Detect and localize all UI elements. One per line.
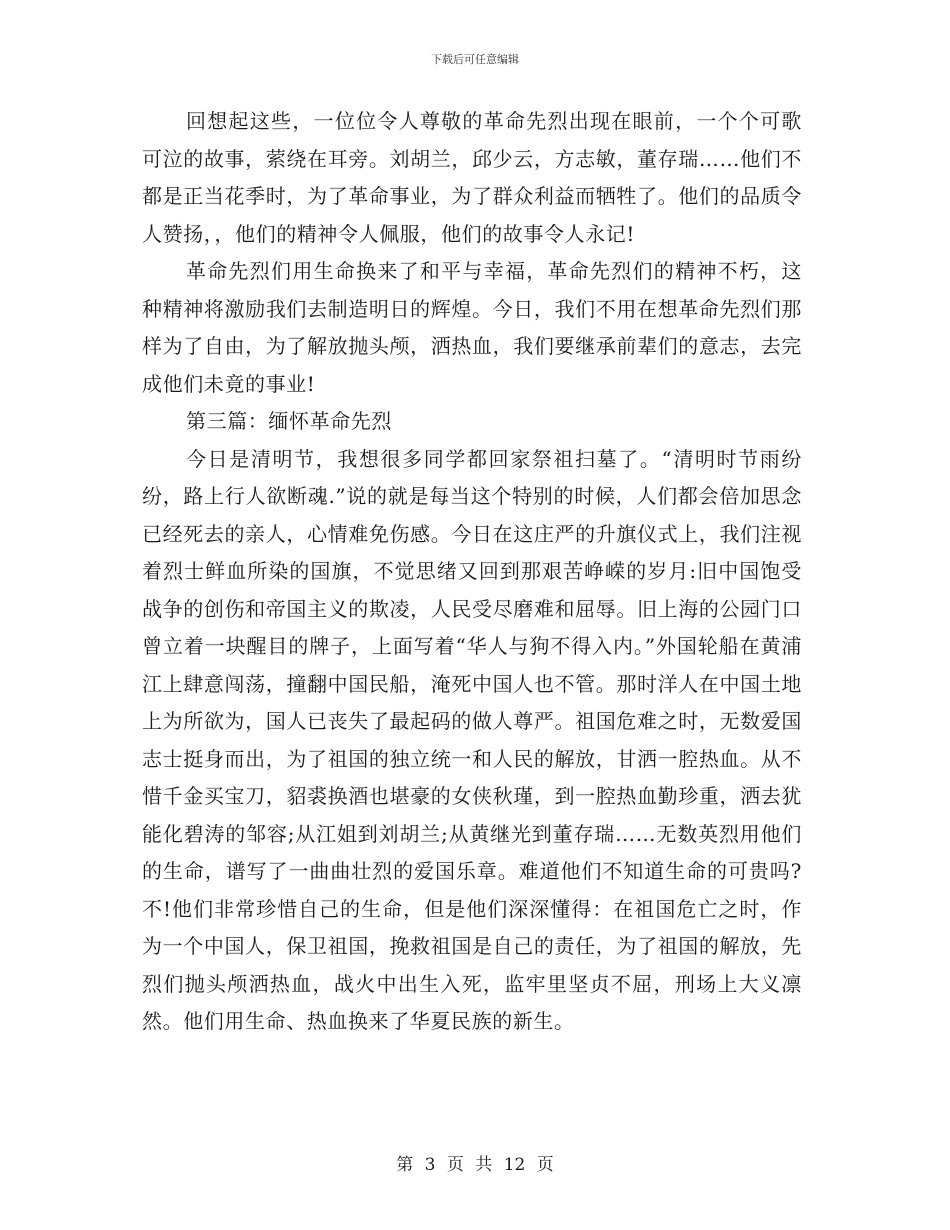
section-heading: 第三篇：缅怀革命先烈	[186, 409, 392, 433]
document-body	[142, 103, 802, 1041]
paragraph-recollection: 回想起这些，一位位令人尊敬的革命先烈出现在眼前，一个个可歌可泣的故事，萦绕在耳旁。刘胡兰，邱少云，方志敏，董存瑞……他们不都是正当花季时，为了革命事业，为了群众利益而牺牲了。他们的品质令人赞扬，，他们的精神令人佩服，他们的故事令人永记!	[142, 109, 802, 246]
page-number-footer: 第 3 页 共 12 页	[396, 1155, 554, 1175]
paragraph-legacy: 革命先烈们用生命换来了和平与幸福，革命先烈们的精神不朽，这种精神将激励我们去制造明日的辉煌。今日，我们不用在想革命先烈们那样为了自由，为了解放抛头颅，洒热血，我们要继承前辈们的意志，去完成他们未竟的事业!	[142, 259, 802, 396]
paragraph-qingming: 今日是清明节，我想很多同学都回家祭祖扫墓了。“清明时节雨纷纷，路上行人欲断魂.”说的就是每当这个特别的时候，人们都会倍加思念已经死去的亲人，心情难免伤感。今日在这庄严的升旗仪式上，我们注视着烈士鲜血所染的国旗，不觉思绪又回到那艰苦峥嵘的岁月:旧中国饱受战争的创伤和帝国主义的欺凌，人民受尽磨难和屈辱。旧上海的公园门口曾立着一块醒目的牌子，上面写着“华人与狗不得入内。”外国轮船在黄浦江上肆意闯荡，撞翻中国民船，淹死中国人也不管。那时洋人在中国土地上为所欲为，国人已丧失了最起码的做人尊严。祖国危难之时，无数爱国志士挺身而出，为了祖国的独立统一和人民的解放，甘洒一腔热血。从不惜千金买宝刀，貂裘换酒也堪豪的女侠秋瑾，到一腔热血勤珍重，洒去犹能化碧涛的邹容;从江姐到刘胡兰;从黄继光到董存瑞……无数英烈用他们的生命，谱写了一曲曲壮烈的爱国乐章。难道他们不知道生命的可贵吗?不!他们非常珍惜自己的生命，但是他们深深懂得：在祖国危亡之时，作为一个中国人，保卫祖国，挽救祖国是自己的责任，为了祖国的解放，先烈们抛头颅洒热血，战火中出生入死，监牢里坚贞不屈，刑场上大义凛然。他们用生命、热血换来了华夏民族的新生。	[142, 446, 802, 1033]
page-header: 下载后可任意编辑	[431, 53, 519, 66]
